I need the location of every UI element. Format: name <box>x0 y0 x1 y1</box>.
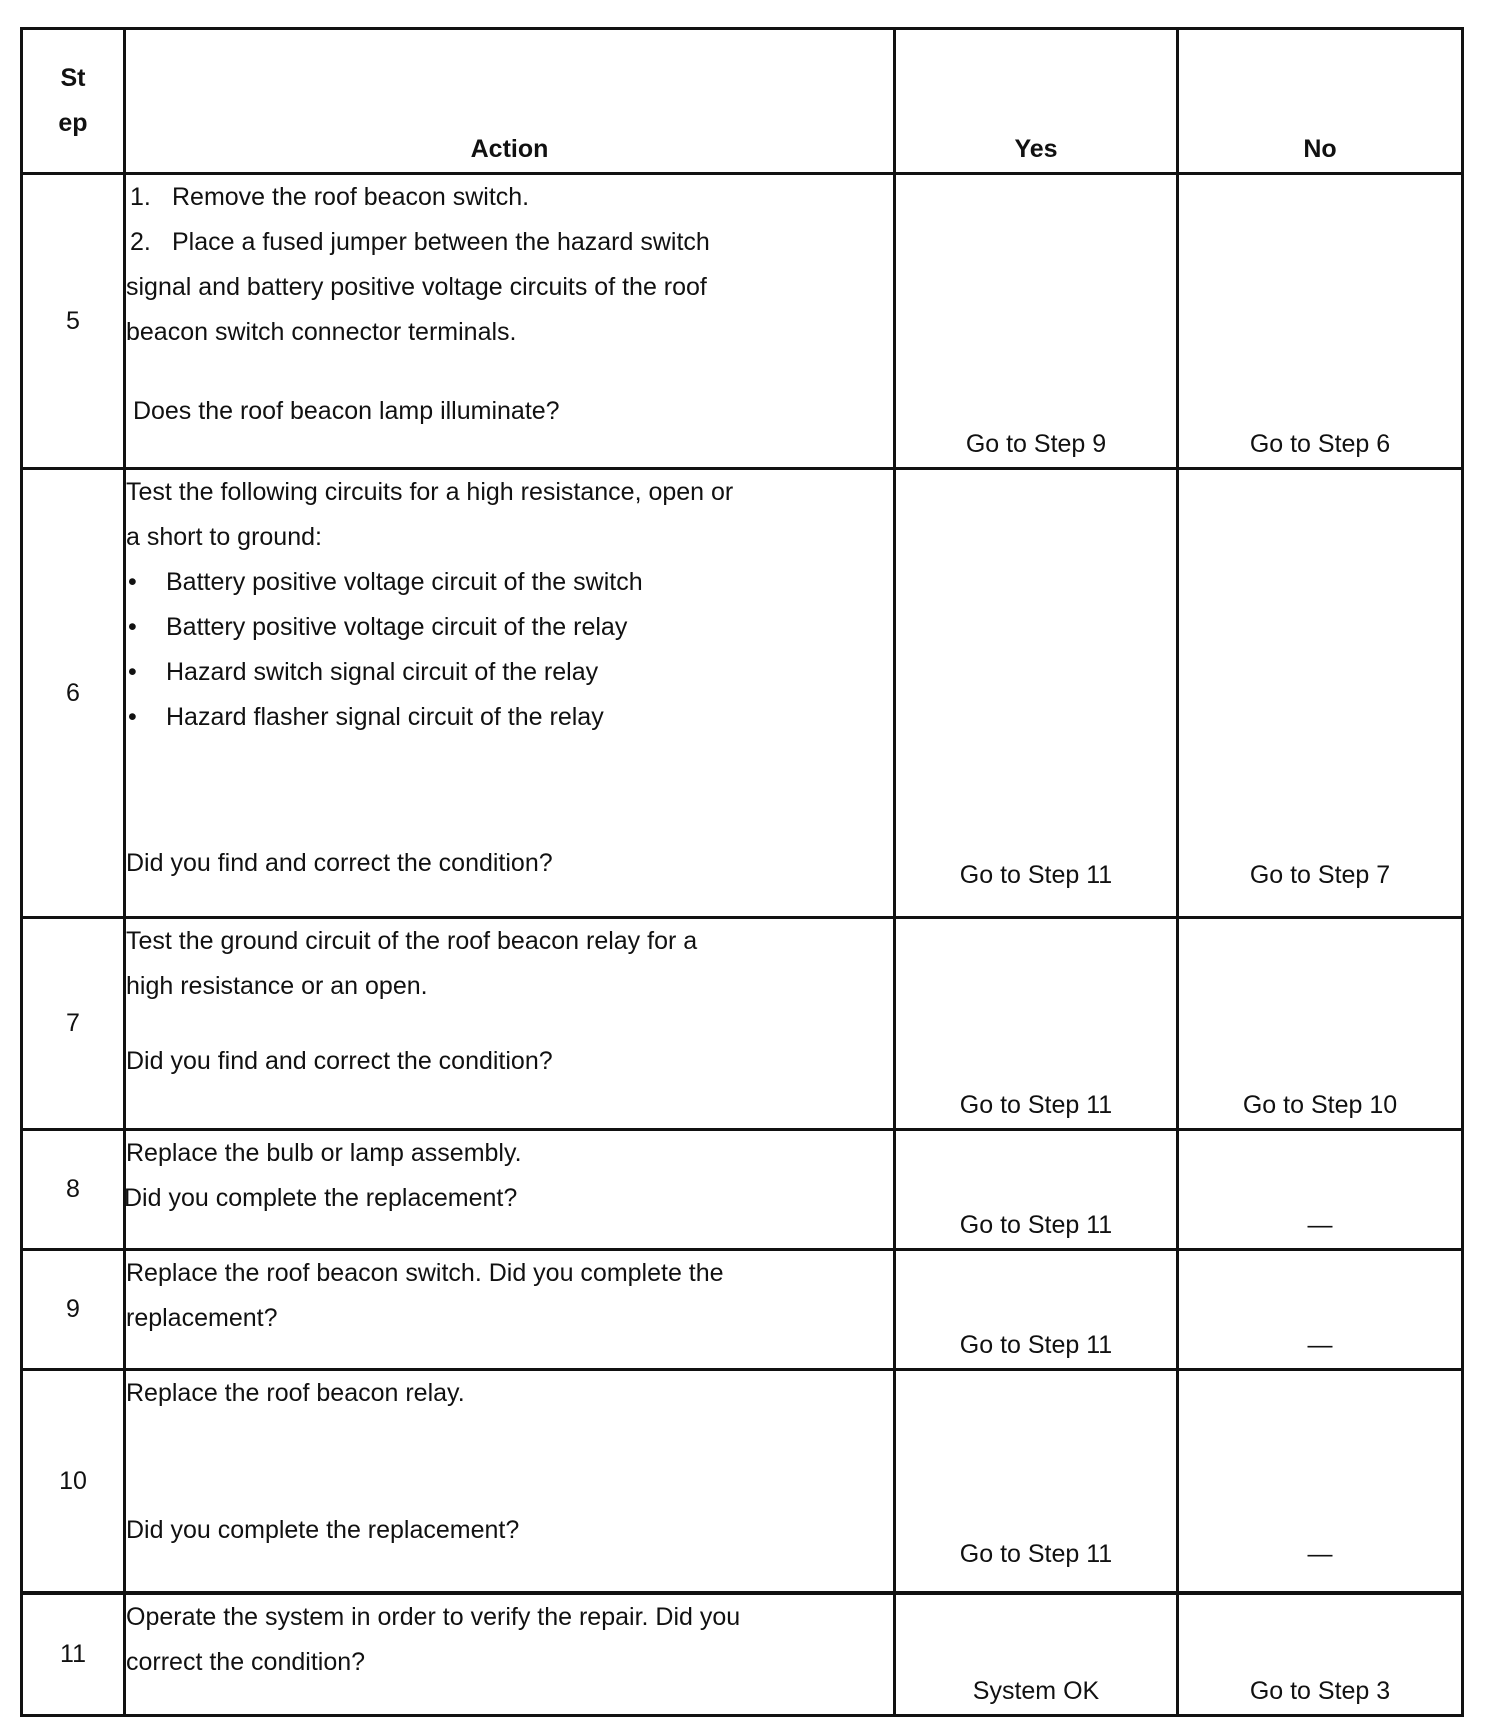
action-question: Did you complete the replacement? <box>126 1516 520 1544</box>
action-cell <box>125 1130 895 1250</box>
no-answer: — <box>1178 1130 1463 1250</box>
step-number: 11 <box>22 1593 125 1716</box>
no-answer: — <box>1178 1250 1463 1370</box>
table-row-step-6 <box>22 469 1463 918</box>
action-question: Did you find and correct the condition? <box>126 849 553 877</box>
action-cell <box>125 1593 895 1716</box>
action-text: Replace the roof beacon relay. <box>126 1379 465 1407</box>
yes-answer: Go to Step 11 <box>895 918 1178 1130</box>
yes-answer: Go to Step 11 <box>895 1130 1178 1250</box>
bullet-item: • Hazard switch signal circuit of the relay <box>128 658 599 686</box>
yes-answer: Go to Step 11 <box>895 1250 1178 1370</box>
action-text: Replace the bulb or lamp assembly. <box>126 1139 522 1167</box>
action-text: signal and battery positive voltage circuits of the roof <box>126 273 707 301</box>
step-number: 9 <box>22 1250 125 1370</box>
yes-answer: System OK <box>895 1593 1178 1716</box>
action-cell <box>125 1250 895 1370</box>
action-text: replacement? <box>126 1304 278 1332</box>
action-text: correct the condition? <box>126 1648 366 1676</box>
table-row-step-7 <box>22 918 1463 1130</box>
action-text: beacon switch connector terminals. <box>126 318 517 346</box>
bullet-text: Battery positive voltage circuit of the switch <box>166 568 643 596</box>
table-row-step-9 <box>22 1250 1463 1370</box>
action-text: a short to ground: <box>126 523 322 551</box>
table-row-step-8 <box>22 1130 1463 1250</box>
action-question: Did you find and correct the condition? <box>126 1047 553 1075</box>
table-row-step-11 <box>22 1593 1463 1716</box>
action-cell <box>125 469 895 918</box>
action-cell <box>125 1370 895 1594</box>
diagnostic-steps-table <box>20 27 1464 1717</box>
action-question: Does the roof beacon lamp illuminate? <box>126 397 560 425</box>
table-row-step-10 <box>22 1370 1463 1594</box>
item-text: Place a fused jumper between the hazard switch <box>172 228 710 256</box>
action-text: Test the following circuits for a high resistance, open or <box>126 478 734 506</box>
bullet-item: • Hazard flasher signal circuit of the relay <box>128 703 604 731</box>
header-step-line2: ep <box>58 109 88 137</box>
no-answer: — <box>1178 1370 1463 1594</box>
no-answer: Go to Step 3 <box>1178 1593 1463 1716</box>
no-answer: Go to Step 7 <box>1178 469 1463 918</box>
action-text: Operate the system in order to verify the repair. Did you <box>126 1603 741 1631</box>
step-number: 6 <box>22 469 125 918</box>
step-number: 10 <box>22 1370 125 1594</box>
action-cell <box>125 174 895 469</box>
action-text: Test the ground circuit of the roof beacon relay for a <box>126 927 698 955</box>
header-step <box>22 29 125 174</box>
yes-answer: Go to Step 11 <box>895 1370 1178 1594</box>
yes-answer: Go to Step 11 <box>895 469 1178 918</box>
bullet-text: Hazard flasher signal circuit of the relay <box>166 703 604 731</box>
header-no: No <box>1178 29 1463 174</box>
header-step-line1: St <box>60 64 86 92</box>
action-text: Replace the roof beacon switch. Did you complete the <box>126 1259 724 1287</box>
step-number: 7 <box>22 918 125 1130</box>
bullet-text: Hazard switch signal circuit of the relay <box>166 658 599 686</box>
bullet-text: Battery positive voltage circuit of the relay <box>166 613 628 641</box>
action-text: high resistance or an open. <box>126 972 428 1000</box>
header-row <box>22 29 1463 174</box>
action-cell <box>125 918 895 1130</box>
item-number: 1. <box>130 183 151 211</box>
yes-answer: Go to Step 9 <box>895 174 1178 469</box>
numbered-item <box>126 220 893 265</box>
item-text: Remove the roof beacon switch. <box>172 183 530 211</box>
no-answer: Go to Step 10 <box>1178 918 1463 1130</box>
action-question: Did you complete the replacement? <box>124 1184 518 1212</box>
item-number: 2. <box>130 228 151 256</box>
step-number: 5 <box>22 174 125 469</box>
bullet-item: • Battery positive voltage circuit of the relay <box>128 613 628 641</box>
header-yes: Yes <box>895 29 1178 174</box>
header-action: Action <box>125 29 895 174</box>
no-answer: Go to Step 6 <box>1178 174 1463 469</box>
numbered-item <box>126 175 893 220</box>
bullet-item: • Battery positive voltage circuit of the switch <box>128 568 643 596</box>
table-row-step-5 <box>22 174 1463 469</box>
step-number: 8 <box>22 1130 125 1250</box>
